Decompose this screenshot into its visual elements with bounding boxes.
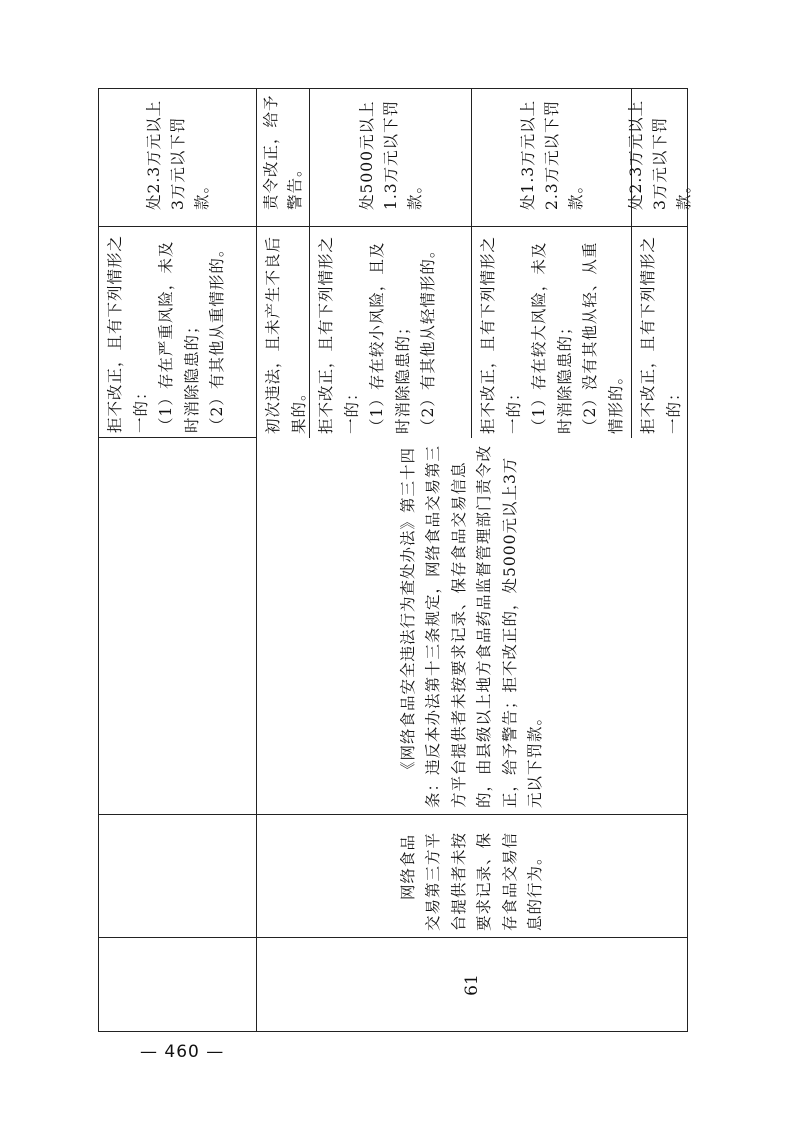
tier-row xyxy=(472,88,632,438)
legal-basis: 《网络食品安全违法行为查处办法》第三十四条：违反本办法第十三条规定，网络食品交易第三方平台提供者未按要求记录、保存食品交易信息的，由县级以上地方食品药品监督管理部门责令改正，给予警告；拒不改正的，处5000元以上3万元以下罚款。 xyxy=(257,438,688,815)
row-number: 61 xyxy=(257,938,688,1032)
condition-cell: 拒不改正，且有下列情形之一的： xyxy=(639,235,683,434)
condition-cell xyxy=(99,227,256,438)
violation-act: 网络食品交易第三方平台提供者未按要求记录、保存食品交易信息的行为。 xyxy=(257,815,688,938)
tier-row xyxy=(310,88,472,438)
penalty-cell: 处1.3万元以上2.3万元以下罚款。 xyxy=(472,88,631,227)
rotated-table xyxy=(98,88,693,1032)
condition-line: 拒不改正，且有下列情形之一的： xyxy=(106,234,150,433)
page-number: — 460 — xyxy=(140,1042,225,1062)
penalty-cell xyxy=(99,88,256,227)
penalty-text: 处2.3万元以上3万元以下罚款。 xyxy=(144,99,211,210)
condition-line: （2）有其他从重情形的。 xyxy=(208,240,226,433)
basis-cell xyxy=(99,438,256,815)
number-cell xyxy=(99,938,256,1032)
condition-cell: 初次违法，且未产生不良后果的。 xyxy=(264,235,308,434)
penalty-cell: 处2.3万元以上3万元以下罚款。 xyxy=(632,88,687,227)
condition-cell: 拒不改正，且有下列情形之一的： （1）存在较小风险，且及时消除隐患的； （2）有其他从轻情形的。 xyxy=(317,235,437,434)
condition-cell: 拒不改正，且有下列情形之一的： （1）存在较大风险，未及时消除隐患的； （2）没有其他从轻、从重情形的。 xyxy=(479,235,625,434)
tier-row xyxy=(257,88,310,438)
condition-line: （1）存在严重风险，未及时消除隐患的； xyxy=(157,240,201,433)
penalty-cell: 责令改正，给予警告。 xyxy=(257,88,309,227)
tier-row xyxy=(626,88,693,438)
act-cell xyxy=(99,815,256,938)
table-row xyxy=(98,88,257,1032)
penalty-cell: 处5000元以上1.3万元以下罚款。 xyxy=(310,88,471,227)
